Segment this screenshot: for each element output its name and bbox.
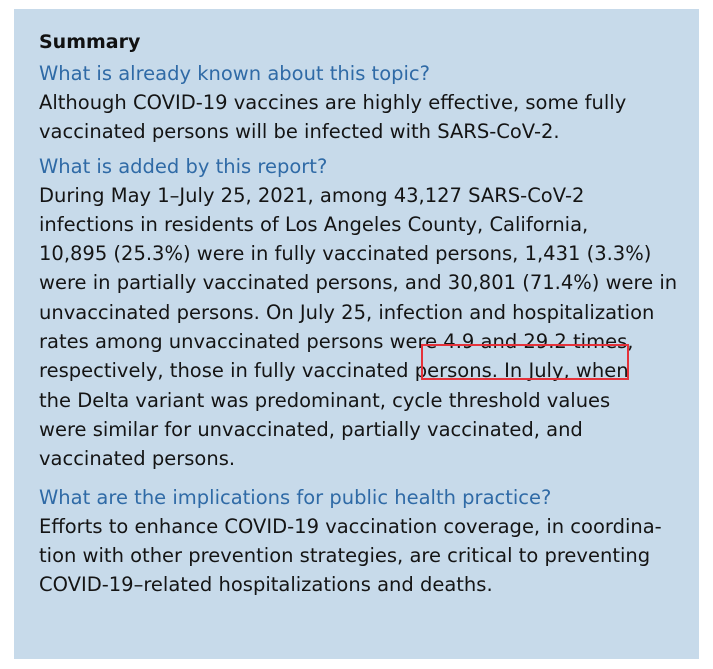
summary-box: [14, 9, 699, 659]
section-answer-known: [39, 88, 679, 147]
text-line: Although COVID-19 vaccines are highly effective, some fully: [39, 91, 627, 114]
text-line: were in partially vaccinated persons, and 30,801 (71.4%) were in: [39, 271, 678, 295]
section-question-implications: What are the implications for public health practice?: [39, 485, 552, 509]
text-line: rates among unvaccinated persons were 4.9 and 29.2 times,: [39, 330, 634, 354]
text-line: During May 1–July 25, 2021, among 43,127 SARS-CoV-2: [39, 183, 585, 207]
text-line: vaccinated persons will be infected with SARS-CoV-2.: [39, 120, 560, 144]
text-line: the Delta variant was predominant, cycle threshold values: [39, 388, 611, 412]
section-answer-implications: [39, 512, 679, 600]
highlight-annotation-box: [421, 344, 629, 380]
text-line: unvaccinated persons. On July 25, infection and hospitalization: [39, 300, 655, 324]
section-answer-added: [39, 181, 679, 474]
text-line: tion with other prevention strategies, are critical to preventing: [39, 543, 651, 567]
text-line: respectively, those in fully vaccinated persons. In July, when: [39, 359, 629, 383]
summary-title: Summary: [39, 31, 141, 53]
text-line: COVID-19–related hospitalizations and deaths.: [39, 573, 493, 597]
section-question-added: What is added by this report?: [39, 154, 328, 178]
text-line: 10,895 (25.3%) were in fully vaccinated persons, 1,431 (3.3%): [39, 242, 652, 266]
section-question-known: What is already known about this topic?: [39, 62, 430, 85]
text-line: were similar for unvaccinated, partially vaccinated, and: [39, 417, 583, 441]
text-line: infections in residents of Los Angeles County, California,: [39, 212, 589, 236]
text-line: vaccinated persons.: [39, 447, 236, 471]
text-line: Efforts to enhance COVID-19 vaccination coverage, in coordina-: [39, 514, 662, 538]
